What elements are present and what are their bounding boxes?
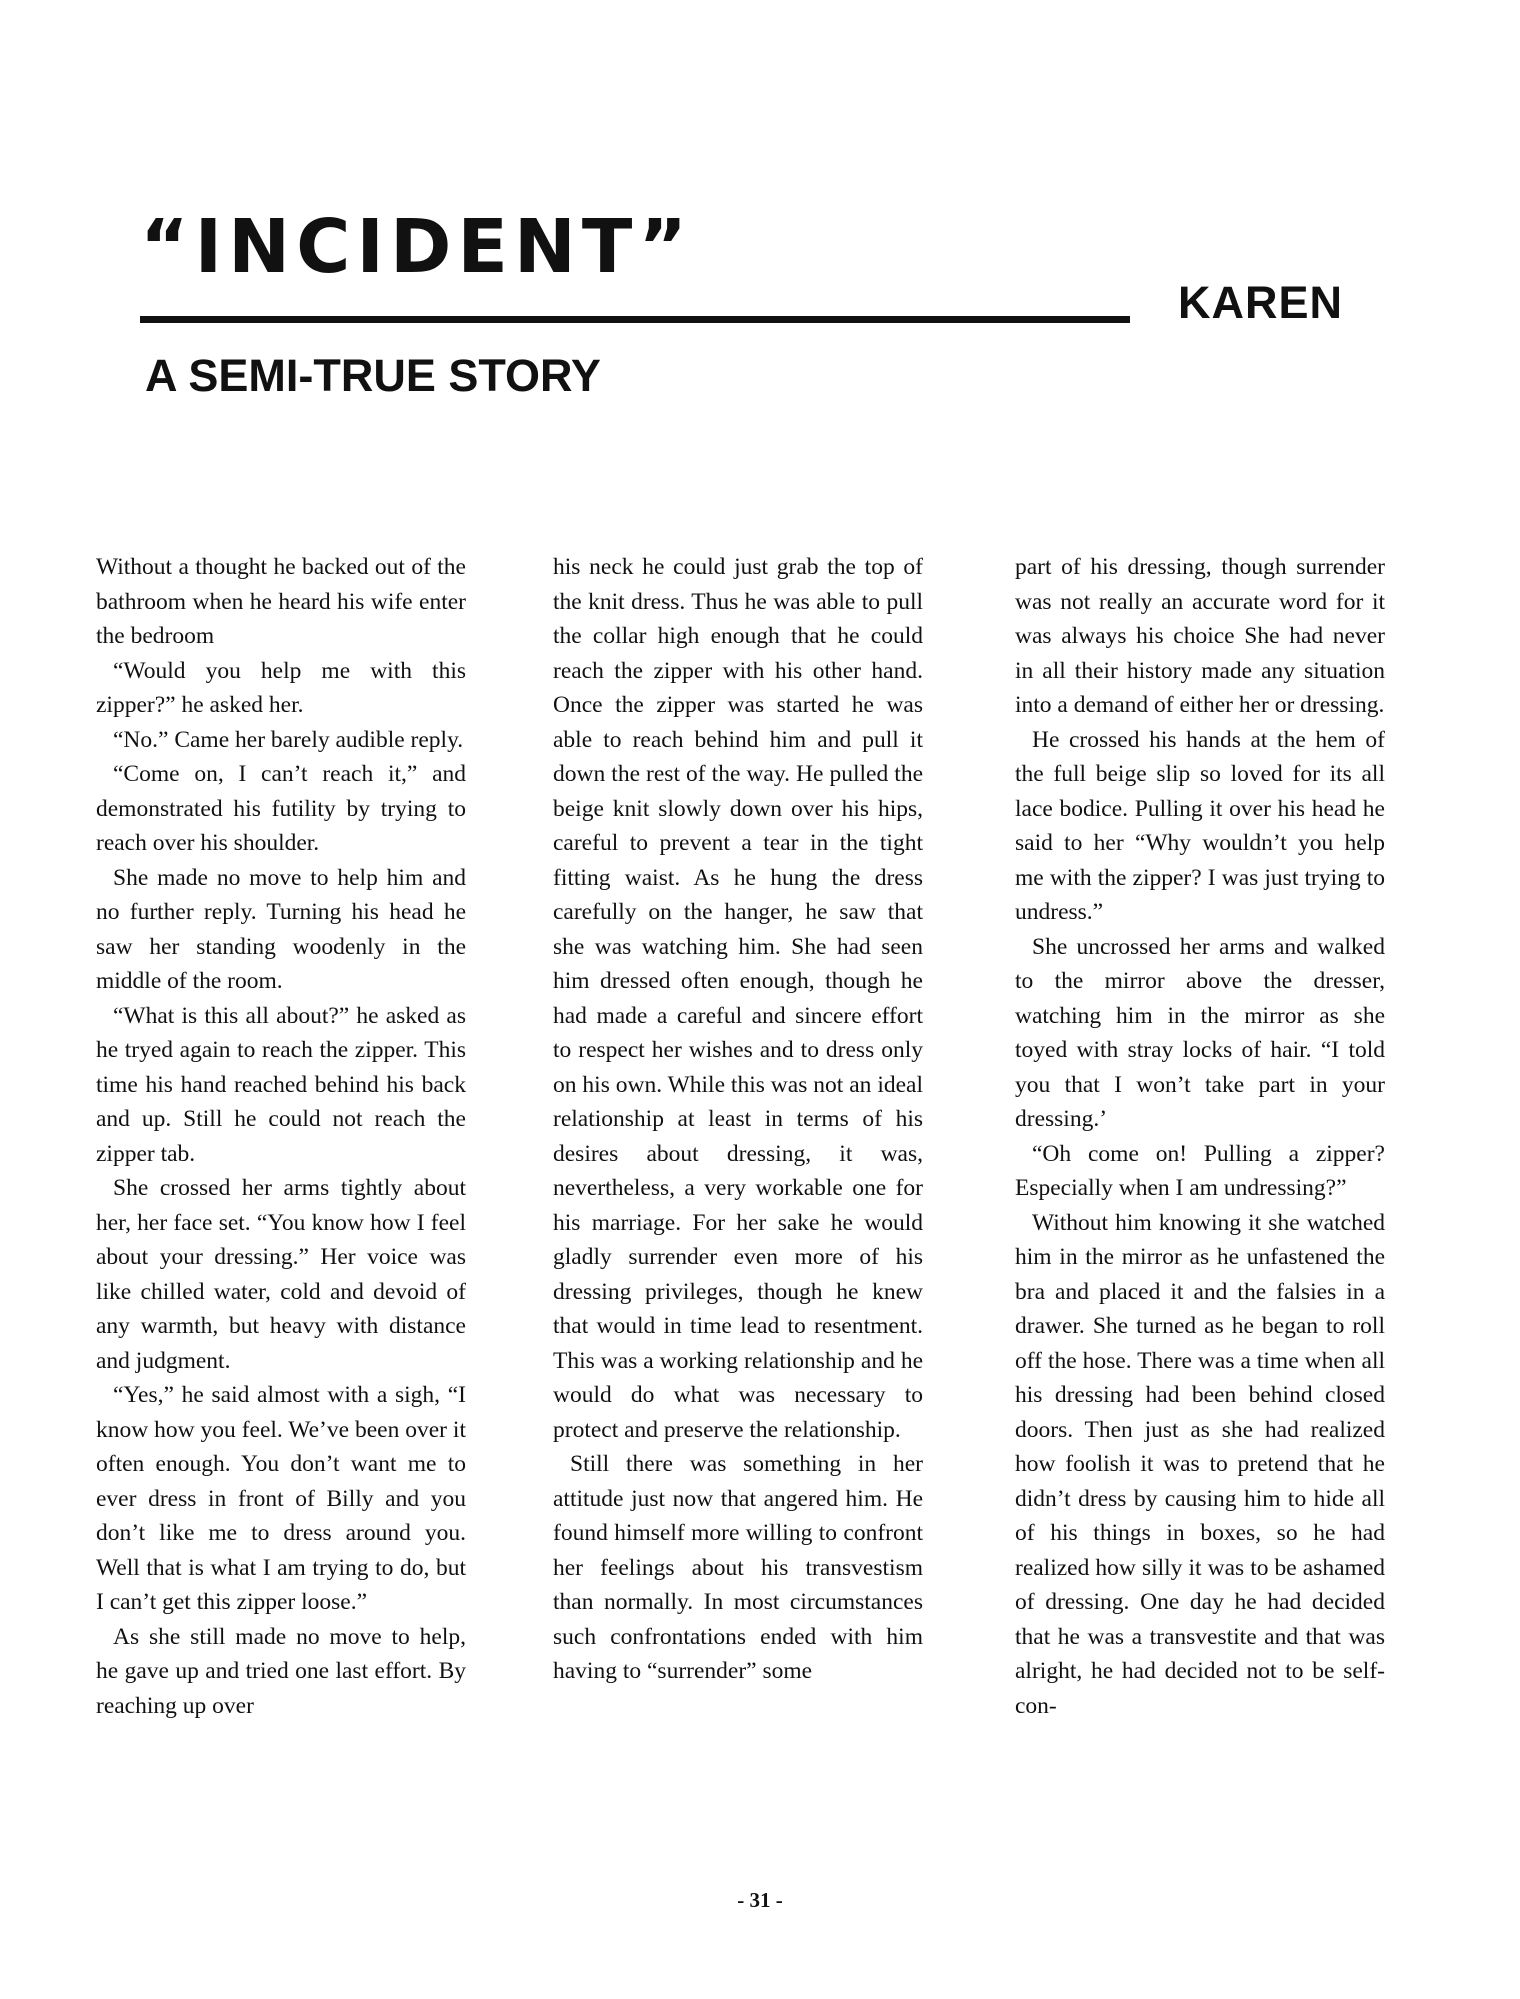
paragraph: As she still made no move to help, he gave up and tried one last effort. By reaching up over	[96, 1623, 466, 1719]
paragraph: “Would you help me with this zipper?” he asked her.	[96, 657, 466, 718]
title-rule	[140, 316, 1130, 323]
text-column-3	[1015, 550, 1385, 1900]
paragraph: “No.” Came her barely audible reply.	[113, 726, 464, 753]
author-name: KAREN	[1178, 277, 1344, 328]
story-title: “INCIDENT”	[140, 204, 693, 290]
page-number: - 31 -	[737, 1888, 783, 1912]
paragraph: “What is this all about?” he asked as he tryed again to reach the zipper. This time his hand reached behind his back and up. Still he could not reach the zipper tab.	[96, 1002, 466, 1167]
paragraph: “Come on, I can’t reach it,” and demonstrated his futility by trying to reach over his shoulder.	[96, 761, 466, 856]
story-subtitle: A SEMI-TRUE STORY	[145, 350, 601, 401]
paragraph: part of his dressing, though surrender was not really an accurate word for it was always his choice She had never in all their history made any situation into a demand of either her or dressing.	[1015, 554, 1385, 718]
paragraph: He crossed his hands at the hem of the full beige slip so loved for its all lace bodice. Pulling it over his head he said to her “Why wouldn’t you help me with the zipper? I was just trying to undress.”	[1015, 726, 1385, 925]
paragraph: She made no move to help him and no further reply. Turning his head he saw her standing woodenly in the middle of the room.	[96, 864, 466, 994]
text-column-1	[96, 550, 466, 1900]
paragraph: She crossed her arms tightly about her, her face set. “You know how I feel about your dressing.” Her voice was like chilled water, cold and devoid of any warmth, but heavy with distance and judgment.	[96, 1175, 466, 1374]
paragraph: “Oh come on! Pulling a zipper? Especially when I am undressing?”	[1015, 1140, 1385, 1201]
paragraph: his neck he could just grab the top of the knit dress. Thus he was able to pull the collar high enough that he could reach the zipper with his other hand. Once the zipper was started he was able to reach behind him and pull it down the rest of the way. He pulled the beige knit slowly down over his hips, careful to prevent a tear in the tight fitting waist. As he hung the dress carefully on the hanger, he saw that she was watching him. She had seen him dressed often enough, though he had made a careful and sincere effort to respect her wishes and to dress only on his own. While this was not an ideal relationship at least in terms of his desires about dressing, it was, nevertheless, a very workable one for his marriage. For her sake he would gladly surrender even more of his dressing privileges, though he knew that would in time lead to resentment. This was a working relationship and he would do what was necessary to protect and preserve the relationship.	[553, 554, 923, 1443]
paragraph: “Yes,” he said almost with a sigh, “I know how you feel. We’ve been over it often enough. You don’t want me to ever dress in front of Billy and you don’t like me to dress around you. Well that is what I am trying to do, but I can’t get this zipper loose.”	[96, 1382, 466, 1615]
text-column-2	[553, 550, 923, 1900]
paragraph: Still there was something in her attitude just now that angered him. He found himself more willing to confront her feelings about his transvestism than normally. In most circumstances such confrontations ended with him having to “surrender” some	[553, 1451, 923, 1684]
paragraph: She uncrossed her arms and walked to the mirror above the dresser, watching him in the mirror as she toyed with stray locks of hair. “I told you that I won’t take part in your dressing.’	[1015, 933, 1385, 1132]
paragraph: Without a thought he backed out of the bathroom when he heard his wife enter the bedroom	[96, 554, 466, 649]
paragraph: Without him knowing it she watched him in the mirror as he unfastened the bra and placed it and the falsies in a drawer. She turned as he began to roll off the hose. There was a time when all his dressing had been behind closed doors. Then just as she had realized how foolish it was to pretend that he didn’t dress by causing him to hide all of his things in boxes, so he had realized how silly it was to be ashamed of dressing. One day he had decided that he was a transvestite and that was alright, he had decided not to be self-con-	[1015, 1209, 1385, 1719]
